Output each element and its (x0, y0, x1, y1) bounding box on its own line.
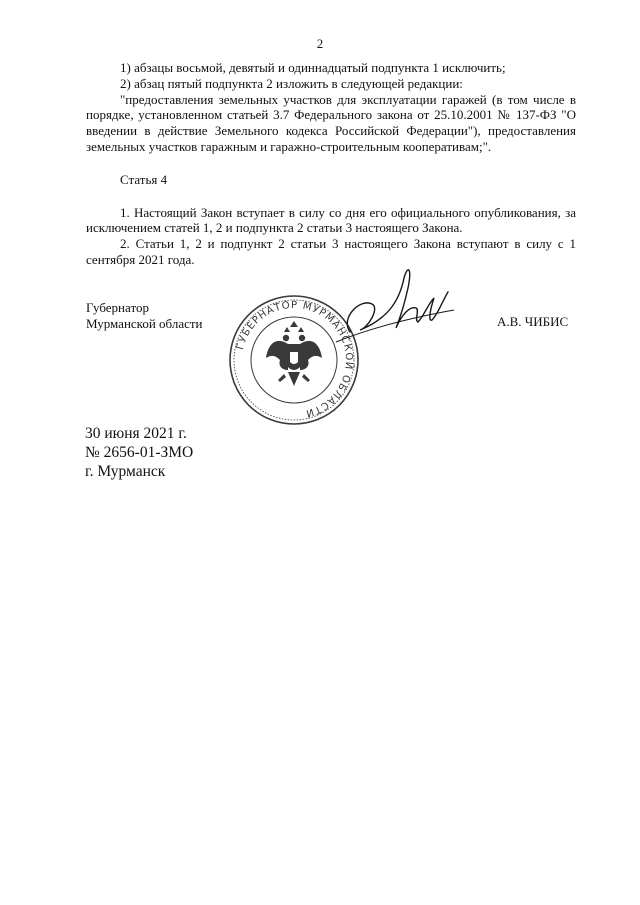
signatory-position-line-2: Мурманской области (86, 316, 203, 331)
document-number: № 2656-01-ЗМО (85, 444, 194, 461)
paragraph-quoted-text: "предоставления земельных участков для эксплуатации гаражей (в том числе в порядке, установленном статьей 3.7 Федерального закона от 25.10.2001 № 137-ФЗ "О введении в действие Земельного кодекса Российской Федерации"), предоставления земельных участков гаражным и гаражно-строительным кооперативам;". (86, 91, 576, 154)
paragraph-article-4-part-1: 1. Настоящий Закон вступает в силу со дня его официального опубликования, за исключением статей 1, 2 и подпункта 2 статьи 3 настоящего Закона. (86, 204, 576, 236)
document-meta (85, 424, 193, 481)
signatory-name: А.В. ЧИБИС (497, 314, 569, 329)
paragraph-item-1: 1) абзацы восьмой, девятый и одиннадцатый подпункта 1 исключить; (120, 60, 506, 75)
document-city: г. Мурманск (85, 463, 166, 480)
article-title: Статья 4 (120, 171, 168, 187)
paragraph-item-2: 2) абзац пятый подпункта 2 изложить в следующей редакции: (120, 75, 463, 91)
paragraph-article-4-part-2: 2. Статьи 1, 2 и подпункт 2 статьи 3 настоящего Закона вступают в силу с 1 сентября 2021 года. (86, 236, 576, 267)
signatory-position-line-1: Губернатор (86, 300, 149, 315)
seal-ring-text: ГУБЕРНАТОР МУРМАНСКОЙ ОБЛАСТИ (235, 299, 355, 419)
document-body (86, 60, 576, 268)
page-number: 2 (316, 36, 324, 51)
handwritten-signature (330, 258, 460, 348)
signatory-position (86, 300, 203, 332)
document-date: 30 июня 2021 г. (85, 425, 187, 442)
